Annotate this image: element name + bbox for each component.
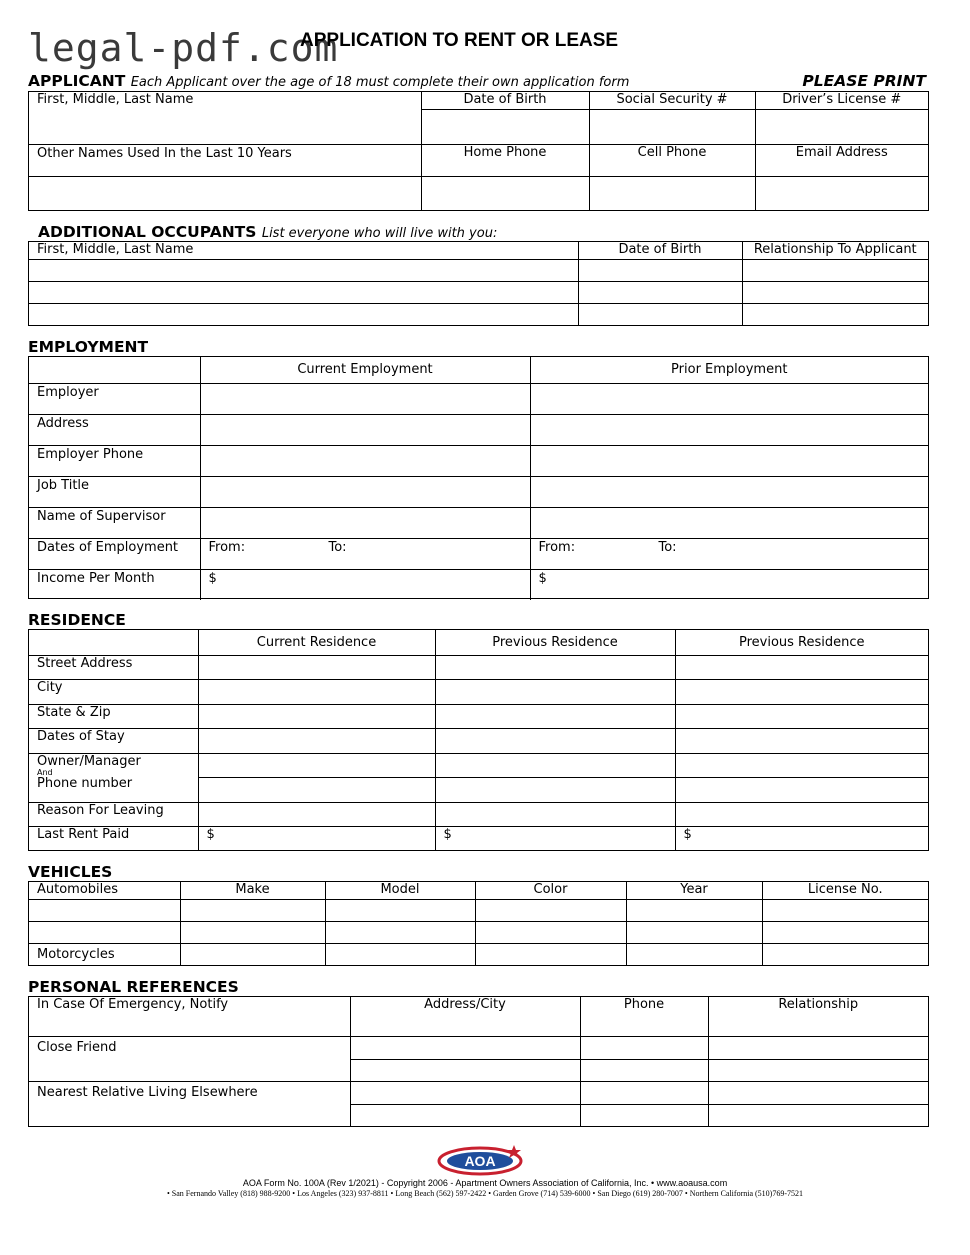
applicant-license-label: Driver’s License # — [755, 92, 928, 109]
motorcycles-label: Motorcycles — [29, 943, 180, 965]
residence-field[interactable] — [435, 655, 675, 679]
reference-field[interactable] — [708, 1081, 928, 1104]
employment-corner — [29, 357, 200, 383]
residence-field[interactable] — [675, 728, 928, 753]
vehicle-field[interactable] — [475, 943, 626, 965]
reason-leaving-field[interactable] — [435, 802, 675, 826]
year-header: Year — [626, 882, 762, 899]
reference-field[interactable] — [708, 1036, 928, 1059]
vehicle-field[interactable] — [475, 921, 626, 943]
applicant-other-names-field[interactable] — [29, 176, 421, 211]
close-friend-label: Close Friend — [29, 1036, 350, 1059]
applicant-dob-label: Date of Birth — [421, 92, 589, 109]
vehicle-field[interactable] — [325, 899, 475, 921]
applicant-note: Each Applicant over the age of 18 must complete their own application form — [130, 75, 630, 90]
reason-leaving-label: Reason For Leaving — [29, 802, 198, 826]
residence-field[interactable] — [435, 679, 675, 704]
reference-field[interactable] — [580, 1104, 708, 1126]
prior-supervisor-field[interactable] — [530, 507, 928, 538]
prior-employer-phone-field[interactable] — [530, 445, 928, 476]
vehicles-table — [28, 881, 929, 966]
owner-manager-field[interactable] — [435, 753, 675, 777]
occupant-name-field[interactable] — [29, 303, 578, 325]
emergency-label: In Case Of Emergency, Notify — [29, 997, 350, 1014]
vehicle-field[interactable] — [325, 921, 475, 943]
occupant-name-field[interactable] — [29, 281, 578, 303]
residence-field[interactable] — [198, 679, 435, 704]
owner-manager-field[interactable] — [675, 753, 928, 777]
currency-symbol: $ — [206, 826, 215, 842]
vehicle-field[interactable] — [180, 943, 325, 965]
employment-row-label: Address — [29, 414, 200, 445]
residence-field[interactable] — [675, 655, 928, 679]
residence-table — [28, 629, 929, 851]
current-income-field[interactable] — [200, 569, 530, 600]
employment-prior-header: Prior Employment — [530, 357, 928, 383]
occupants-relationship-header: Relationship To Applicant — [742, 242, 928, 259]
current-job-title-field[interactable] — [200, 476, 530, 507]
vehicle-field[interactable] — [325, 943, 475, 965]
vehicles-heading: VEHICLES — [28, 863, 113, 881]
reference-field[interactable] — [350, 1081, 580, 1104]
owner-manager-text: Owner/Manager — [37, 753, 141, 769]
reason-leaving-field[interactable] — [198, 802, 435, 826]
currency-symbol: $ — [538, 570, 547, 586]
applicant-home-phone-label: Home Phone — [421, 144, 589, 176]
prior-employer-field[interactable] — [530, 383, 928, 414]
residence-row-label: Street Address — [29, 655, 198, 679]
employment-heading: EMPLOYMENT — [28, 338, 149, 356]
current-address-field[interactable] — [200, 414, 530, 445]
applicant-name-field[interactable] — [29, 109, 421, 144]
residence-current-header: Current Residence — [198, 630, 435, 655]
vehicle-field[interactable] — [180, 899, 325, 921]
reference-field[interactable] — [580, 1036, 708, 1059]
residence-previous-header: Previous Residence — [675, 630, 928, 655]
residence-field[interactable] — [198, 704, 435, 728]
emergency-name-field[interactable] — [29, 1014, 350, 1036]
logo-text: AOA — [464, 1153, 496, 1169]
occupant-relationship-field[interactable] — [742, 281, 928, 303]
vehicle-field[interactable] — [762, 943, 928, 965]
relationship-header: Relationship — [708, 997, 928, 1014]
phone-header: Phone — [580, 997, 708, 1014]
references-table — [28, 996, 929, 1127]
owner-manager-field[interactable] — [198, 753, 435, 777]
vehicle-field[interactable] — [626, 899, 762, 921]
applicant-cell-phone-label: Cell Phone — [589, 144, 755, 176]
reference-field[interactable] — [708, 1059, 928, 1081]
occupant-relationship-field[interactable] — [742, 259, 928, 281]
to-label: To: — [328, 539, 347, 555]
occupant-dob-field[interactable] — [578, 281, 742, 303]
owner-phone-field[interactable] — [675, 777, 928, 802]
last-rent-label: Last Rent Paid — [29, 826, 198, 851]
applicant-email-label: Email Address — [755, 144, 928, 176]
reference-field[interactable] — [580, 1014, 708, 1036]
residence-field[interactable] — [675, 704, 928, 728]
vehicle-field[interactable] — [762, 921, 928, 943]
address-city-header: Address/City — [350, 997, 580, 1014]
last-rent-field[interactable] — [675, 826, 928, 851]
references-heading: PERSONAL REFERENCES — [28, 978, 239, 996]
vehicle-field[interactable] — [626, 921, 762, 943]
applicant-table — [28, 91, 929, 211]
reference-field[interactable] — [350, 1059, 580, 1081]
last-rent-field[interactable] — [198, 826, 435, 851]
from-label: From: — [538, 539, 576, 555]
reference-field[interactable] — [350, 1036, 580, 1059]
current-employer-phone-field[interactable] — [200, 445, 530, 476]
prior-job-title-field[interactable] — [530, 476, 928, 507]
nearest-relative-label: Nearest Relative Living Elsewhere — [29, 1081, 350, 1104]
employment-row-label: Income Per Month — [29, 569, 200, 600]
relative-name-field[interactable] — [29, 1104, 350, 1126]
prior-address-field[interactable] — [530, 414, 928, 445]
occupant-relationship-field[interactable] — [742, 303, 928, 325]
reference-field[interactable] — [580, 1081, 708, 1104]
applicant-home-phone-field[interactable] — [421, 176, 589, 211]
vehicle-type-cell — [29, 899, 180, 921]
residence-row-label: State & Zip — [29, 704, 198, 728]
watermark: legal-pdf.com — [28, 26, 339, 70]
vehicle-field[interactable] — [475, 899, 626, 921]
applicant-ssn-field[interactable] — [589, 109, 755, 144]
employment-row-label: Dates of Employment — [29, 538, 200, 569]
current-supervisor-field[interactable] — [200, 507, 530, 538]
applicant-title: APPLICANT — [28, 72, 126, 90]
occupants-table — [28, 241, 929, 326]
occupants-title: ADDITIONAL OCCUPANTS — [38, 223, 257, 241]
employment-table — [28, 356, 929, 599]
and-text: And — [37, 767, 53, 777]
applicant-license-field[interactable] — [755, 109, 928, 144]
phone-number-text: Phone number — [37, 775, 133, 791]
reference-field[interactable] — [350, 1014, 580, 1036]
reference-field[interactable] — [580, 1059, 708, 1081]
applicant-dob-field[interactable] — [421, 109, 589, 144]
occupants-note: List everyone who will live with you: — [261, 226, 498, 241]
currency-symbol: $ — [208, 570, 217, 586]
occupants-heading — [38, 223, 497, 241]
to-label: To: — [658, 539, 677, 555]
occupant-name-field[interactable] — [29, 259, 578, 281]
residence-row-label: City — [29, 679, 198, 704]
owner-phone-field[interactable] — [435, 777, 675, 802]
make-header: Make — [180, 882, 325, 899]
license-header: License No. — [762, 882, 928, 899]
applicant-ssn-label: Social Security # — [589, 92, 755, 109]
employment-current-header: Current Employment — [200, 357, 530, 383]
occupants-name-header: First, Middle, Last Name — [29, 242, 578, 259]
current-dates-field[interactable] — [200, 538, 530, 569]
reference-field[interactable] — [708, 1014, 928, 1036]
last-rent-field[interactable] — [435, 826, 675, 851]
footer-offices: • San Fernando Valley (818) 988-9200 • Los Angeles (323) 937-8811 • Long Beach (562) 597-2422 • Garden Grove (714) 539-6000 • San Diego (619) 280-7007 • Northern California (510)769-7521 — [166, 1189, 803, 1198]
friend-name-field[interactable] — [29, 1059, 350, 1081]
owner-manager-label — [29, 753, 198, 802]
reference-field[interactable] — [350, 1104, 580, 1126]
applicant-email-field[interactable] — [755, 176, 928, 211]
residence-previous-header: Previous Residence — [435, 630, 675, 655]
automobiles-label: Automobiles — [29, 882, 180, 899]
reference-field[interactable] — [708, 1104, 928, 1126]
prior-income-field[interactable] — [530, 569, 928, 600]
residence-field[interactable] — [435, 704, 675, 728]
aoa-logo — [436, 1143, 526, 1177]
owner-phone-field[interactable] — [198, 777, 435, 802]
residence-field[interactable] — [435, 728, 675, 753]
currency-symbol: $ — [443, 826, 452, 842]
vehicle-field[interactable] — [626, 943, 762, 965]
occupant-dob-field[interactable] — [578, 259, 742, 281]
from-label: From: — [208, 539, 246, 555]
model-header: Model — [325, 882, 475, 899]
residence-row-label: Dates of Stay — [29, 728, 198, 753]
footer-copyright: AOA Form No. 100A (Rev 1/2021) - Copyright 2006 - Apartment Owners Association of California, Inc. • www.aoausa.com — [242, 1178, 728, 1188]
vehicle-field[interactable] — [762, 899, 928, 921]
occupant-dob-field[interactable] — [578, 303, 742, 325]
employment-row-label: Employer — [29, 383, 200, 414]
employment-row-label: Employer Phone — [29, 445, 200, 476]
reason-leaving-field[interactable] — [675, 802, 928, 826]
applicant-heading — [28, 72, 629, 90]
applicant-name-label: First, Middle, Last Name — [29, 92, 421, 109]
please-print: PLEASE PRINT — [802, 72, 926, 90]
residence-field[interactable] — [198, 728, 435, 753]
occupants-dob-header: Date of Birth — [578, 242, 742, 259]
color-header: Color — [475, 882, 626, 899]
applicant-cell-phone-field[interactable] — [589, 176, 755, 211]
vehicle-field[interactable] — [180, 921, 325, 943]
page-title: APPLICATION TO RENT OR LEASE — [300, 30, 619, 51]
current-employer-field[interactable] — [200, 383, 530, 414]
residence-field[interactable] — [198, 655, 435, 679]
residence-heading: RESIDENCE — [28, 611, 126, 629]
vehicle-type-cell — [29, 921, 180, 943]
employment-row-label: Name of Supervisor — [29, 507, 200, 538]
residence-field[interactable] — [675, 679, 928, 704]
applicant-other-names-label: Other Names Used In the Last 10 Years — [29, 144, 421, 176]
residence-corner — [29, 630, 198, 655]
prior-dates-field[interactable] — [530, 538, 928, 569]
employment-row-label: Job Title — [29, 476, 200, 507]
currency-symbol: $ — [683, 826, 692, 842]
